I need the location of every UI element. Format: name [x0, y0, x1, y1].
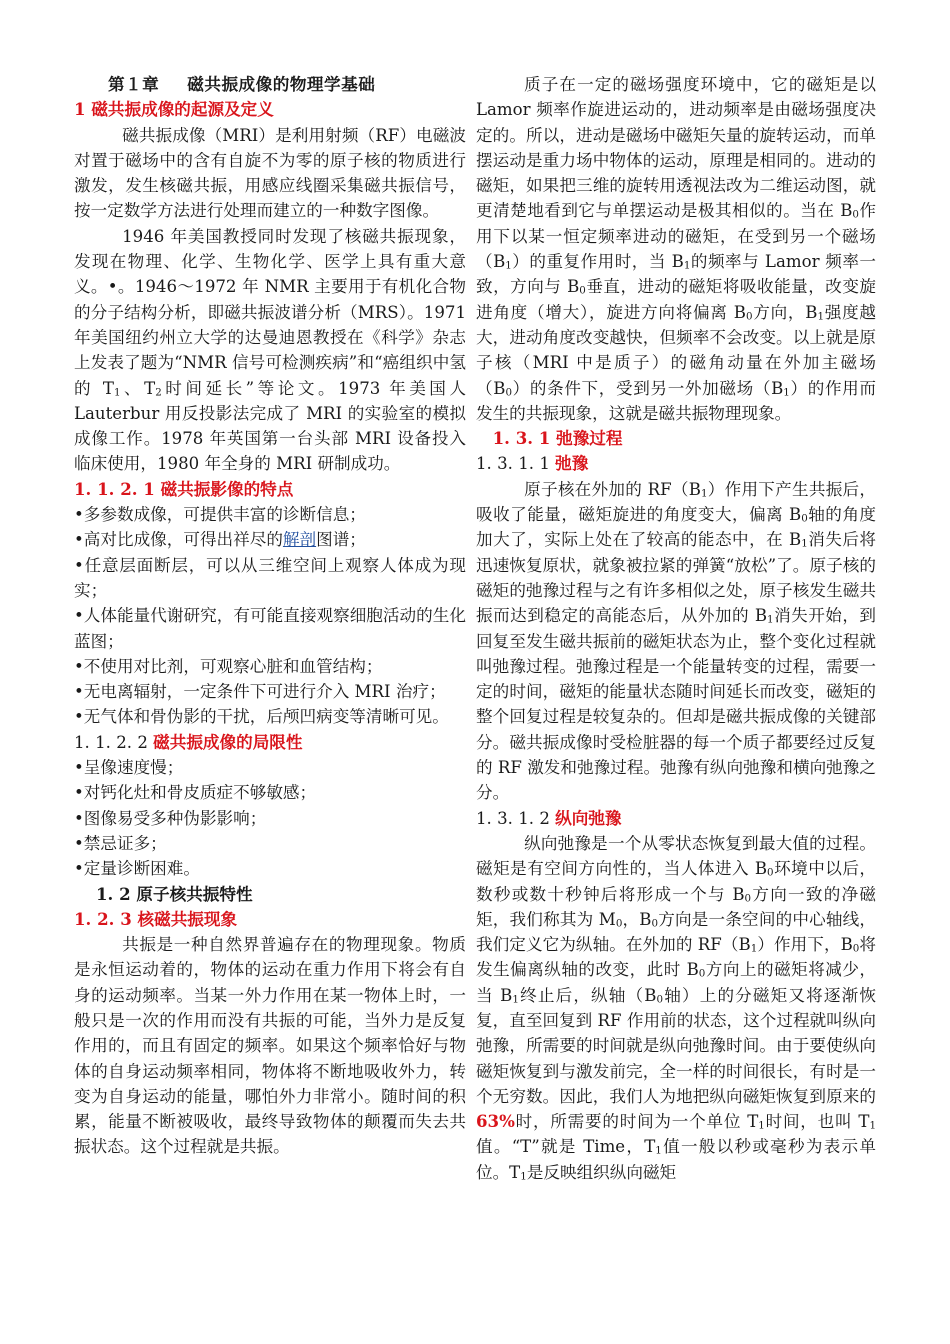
paragraph-longitudinal: 纵向弛豫是一个从零状态恢复到最大值的过程。磁矩是有空间方向性的，当人体进入 B0环境中以后，数秒或数十秒钟后将形成一个与 B0方向一致的净磁矩，我们称其为 M0，B0方向是一条空间的中心轴线，我们定义它为纵轴。在外加的 RF（B1）作用下，B0将发生偏离纵轴的改变，此时 B0方向上的磁矩将减少，当 B1终止后，纵轴（B0轴）上的分磁矩又将逐渐恢复，直至回复到 RF 作用前的状态，这个过程就叫纵向弛豫，所需要的时间就是纵向弛豫时间。由于要使纵向磁矩恢复到与激发前完，全一样的时间很长，有时是一个无穷数。因此，我们人为地把纵向磁矩恢复到原来的63%时，所需要的时间为一个单位 T1时间，也叫 T1值。“T”就是 Time，T1值一般以秒或毫秒为表示单位。T1是反映组织纵向磁矩: [476, 833, 877, 1183]
feature-item: •无电离辐射，一定条件下可进行介入 MRI 治疗；: [74, 682, 446, 702]
chapter-title: 磁共振成像的物理学基础: [187, 74, 376, 94]
section-heading-features: 1. 1. 2. 1 磁共振影像的特点: [74, 478, 294, 499]
left-column: [74, 72, 466, 1160]
limitation-item: •定量诊断困难。: [74, 859, 200, 879]
paragraph-relaxation: 原子核在外加的 RF（B1）作用下产生共振后，吸收了能量，磁矩旋进的角度变大，偏离 B0轴的角度加大了，实际上处在了较高的能态中，在 B1消失后将迅速恢复原状，就象被拉紧的弹簧“放松”了。原子核的磁矩的弛豫过程与之有许多相似之处，原子核发生磁共振而达到稳定的高能态后，从外加的 B1消失开始，到回复至发生磁共振前的磁矩状态为止，整个变化过程就叫弛豫过程。弛豫过程是一个能量转变的过程，需要一定的时间，磁矩的能量状态随时间延长而改变，磁矩的整个回复过程是较复杂的。但却是磁共振成像的关键部分。磁共振成像时受检脏器的每一个质子都要经过反复的 RF 激发和弛豫过程。弛豫有纵向弛豫和横向弛豫之分。: [476, 479, 877, 803]
limitation-item: •禁忌证多；: [74, 833, 167, 853]
chapter-number: 第１章: [108, 74, 160, 94]
right-column: [476, 72, 876, 1185]
section-heading-longitudinal: 1. 3. 1. 2 纵向弛豫: [476, 807, 622, 828]
section-heading-origin: 1 磁共振成像的起源及定义: [74, 99, 274, 120]
anatomy-link[interactable]: 解剖: [282, 530, 317, 550]
limitation-item: •图像易受多种伪影影响；: [74, 808, 267, 828]
paragraph-definition: 磁共振成像（MRI）是利用射频（RF）电磁波对置于磁场中的含有自旋不为零的原子核的物质进行激发，发生核磁共振，用感应线圈采集磁共振信号，按一定数学方法进行处理而建立的一种数字图像。: [74, 125, 466, 221]
paragraph-history: 1946 年美国教授同时发现了核磁共振现象，发现在物理、化学、生物化学、医学上具有重大意义。•。1946～1972 年 NMR 主要用于有机化合物的分子结构分析，即磁共振波谱分析（MRS）。1971 年美国纽约州立大学的达曼迪恩教授在《科学》杂志上发表了题为“NMR 信号可检测疾病”和“癌组织中氢的 T1、T2时间延长”等论文。1973 年美国人 Lauterbur 用反投影法完成了 MRI 的实验室的模拟成像工作。1978 年英国第一台头部 MRI 设备投入临床使用，1980 年全身的 MRI 研制成功。: [74, 226, 466, 474]
paragraph-precession: 质子在一定的磁场强度环境中，它的磁矩是以 Lamor 频率作旋进运动的，进动频率是由磁场强度决定的。所以，进动是磁场中磁矩矢量的旋转运动，而单摆运动是重力场中物体的运动，原理是相同的。进动的磁矩，如果把三维的旋转用透视法改为二维运动图，就更清楚地看到它与单摆运动是极其相似的。当在 B0作用下以某一恒定频率进动的磁矩，在受到另一个磁场（B1）的重复作用时，当 B1的频率与 Lamor 频率一致，方向与 B0垂直，进动的磁矩将吸收能量，改变旋进角度（增大），旋进方向将偏离 B0方向，B1强度越大，进动角度改变越快，但频率不会改变。以上就是原子核（MRI 中是质子）的磁角动量在外加主磁场（B0）的条件下，受到另一外加磁场（B1）的作用而发生的共振现象，这就是磁共振物理现象。: [476, 75, 877, 423]
section-heading-nuclear-resonance: 1. 2 原子核共振特性: [96, 883, 253, 904]
section-number: 1. 1. 2. 2: [74, 732, 154, 752]
chapter-heading: [74, 72, 466, 97]
limitation-item: •对钙化灶和骨皮质症不够敏感；: [74, 783, 317, 803]
section-heading-nmr-phenomenon: 1. 2. 3 核磁共振现象: [74, 908, 238, 929]
section-number: 1. 3. 1. 2: [476, 808, 556, 828]
feature-item: •多参数成像，可提供丰富的诊断信息；: [74, 505, 366, 525]
feature-item: •无气体和骨伪影的干扰，后颅凹病变等清晰可见。: [74, 707, 449, 727]
limitation-item: •呈像速度慢；: [74, 758, 184, 778]
section-heading-limitations: 1. 1. 2. 2 磁共振成像的局限性: [74, 731, 303, 752]
percentage-highlight: 63%: [476, 1111, 515, 1132]
feature-item: •任意层面断层，可以从三维空间上观察人体成为现实；: [74, 555, 466, 600]
feature-item: •不使用对比剂，可观察心脏和血管结构；: [74, 656, 383, 676]
feature-item: •人体能量代谢研究，有可能直接观察细胞活动的生化蓝图；: [74, 606, 466, 651]
section-heading-relaxation-process: 1. 3. 1 弛豫过程: [492, 428, 623, 449]
section-heading-relaxation: 1. 3. 1. 1 弛豫: [476, 453, 589, 474]
section-number: 1. 3. 1. 1: [476, 454, 556, 474]
feature-item: •高对比成像，可得出祥尽的解剖图谱；: [74, 530, 366, 550]
paragraph-resonance: 共振是一种自然界普遍存在的物理现象。物质是永恒运动着的，物体的运动在重力作用下将会有自身的运动频率。当某一外力作用在某一物体上时，一般只是一次的作用而没有共振的可能，当外力是反复作用的，而且有固定的频率。如果这个频率恰好与物体的自身运动频率相同，物体将不断地吸收外力，转变为自身运动的能量，哪怕外力非常小。随时间的积累，能量不断被吸收，最终导致物体的颠覆而失去共振状态。这个过程就是共振。: [74, 935, 466, 1157]
